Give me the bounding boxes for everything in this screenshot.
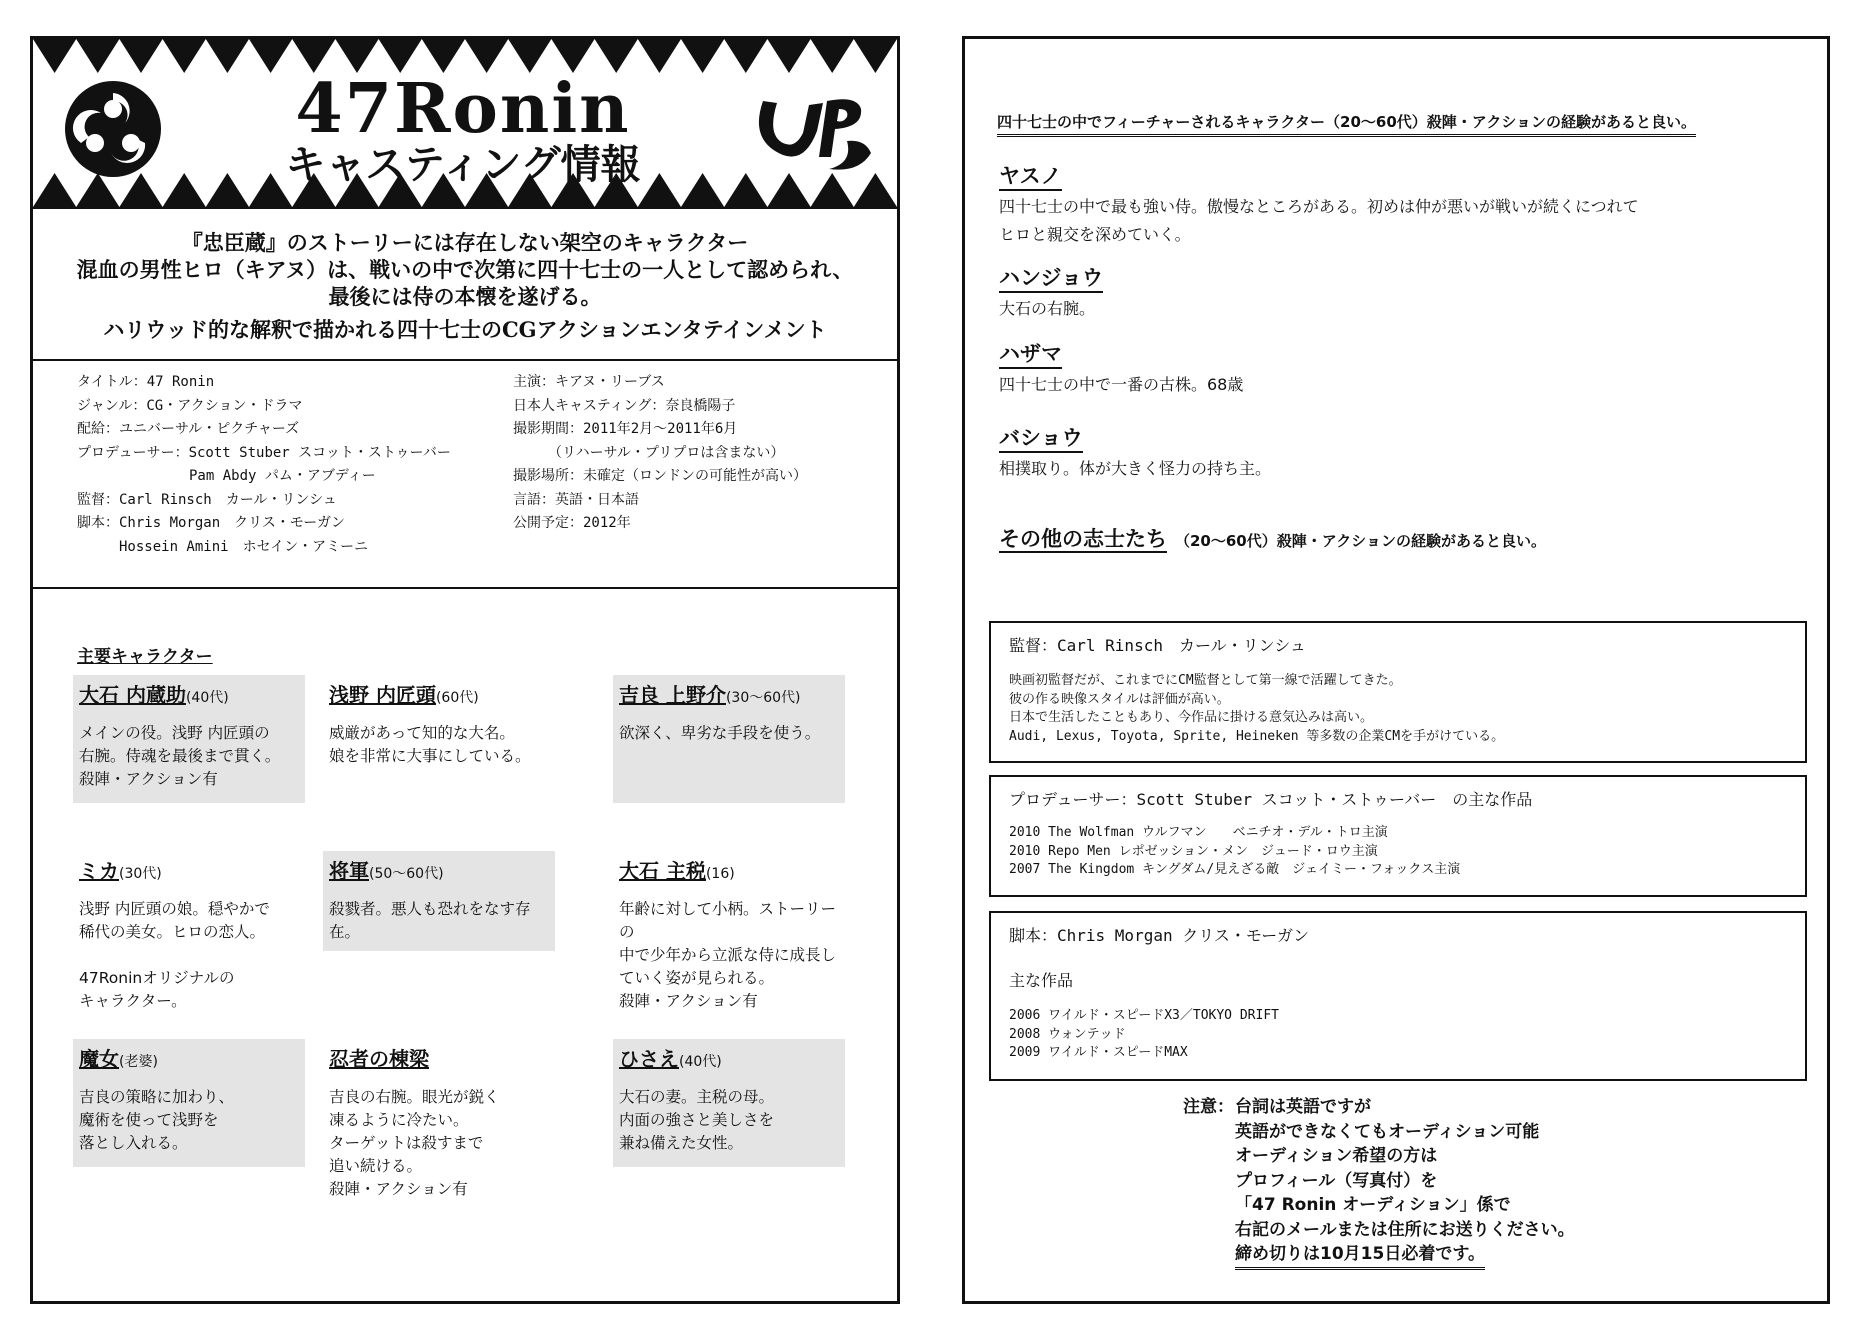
intro-line: 『忠臣蔵』のストーリーには存在しない架空のキャラクター (181, 230, 749, 255)
featured-character (999, 341, 1779, 399)
intro-text (53, 229, 877, 343)
character-name-row (619, 1043, 839, 1072)
character-description: 大石の妻。主税の母。 内面の強さと美しさを 兼ね備えた女性。 (619, 1088, 775, 1152)
audition-note (1183, 1095, 1575, 1270)
character-description: メインの役。浅野 内匠頭の 右腕。侍魂を最後まで貫く。 殺陣・アクション有 (79, 724, 281, 788)
info-line: ジャンル：CG・アクション・ドラマ (77, 397, 303, 414)
character-description: 吉良の策略に加わり、 魔術を使って浅野を 落とし入れる。 (79, 1088, 235, 1152)
production-info-right (513, 371, 807, 536)
writer-works: 2006 ワイルド・スピードX3／TOKYO DRIFT 2008 ウォンテッド 2009 ワイルド・スピードMAX (1009, 1008, 1279, 1060)
company-logo-icon (743, 81, 873, 177)
character-name: 大石 内蔵助 (79, 683, 186, 707)
featured-character-description: 大石の右腕。 (999, 299, 1096, 318)
character-name: 魔女 (79, 1047, 119, 1071)
character-name: ひさえ (619, 1047, 679, 1071)
zigzag-border-bottom (33, 173, 897, 207)
featured-character-name: ハンジョウ (999, 265, 1103, 293)
info-line: 言語：英語・日本語 (513, 491, 639, 508)
intro-line: 最後には侍の本懐を遂げる。 (328, 284, 602, 309)
character-description: 殺戮者。悪人も恐れをなす存在。 (329, 900, 531, 941)
character-description: 威厳があって知的な大名。 娘を非常に大事にしている。 (329, 724, 531, 765)
featured-character-description: 相撲取り。体が大きく怪力の持ち主。 (999, 459, 1272, 478)
character-age: (30代) (119, 866, 162, 882)
character-card (73, 851, 305, 1017)
character-name-row (329, 1043, 549, 1072)
deadline-text: 締め切りは10月15日必着です。 (1235, 1242, 1485, 1270)
divider (33, 207, 897, 209)
info-line: Pam Abdy パム・アブディー (77, 468, 376, 484)
tomoe-crest-icon (63, 79, 163, 179)
info-line: 脚本：Chris Morgan クリス・モーガン (77, 515, 346, 531)
character-age: (50～60代) (369, 866, 444, 882)
header-title: 47Ronin (295, 69, 631, 149)
featured-character (999, 425, 1779, 483)
character-card (613, 1039, 845, 1167)
featured-character-name: ヤスノ (999, 163, 1062, 191)
left-page (30, 36, 900, 1304)
character-age: (60代) (435, 690, 479, 706)
info-line: 日本人キャスティング：奈良橋陽子 (513, 397, 736, 414)
info-line: 公開予定：2012年 (513, 515, 631, 531)
writer-box (989, 911, 1807, 1081)
director-box (989, 621, 1807, 763)
character-name-row (619, 679, 839, 708)
character-name: 浅野 内匠頭 (329, 683, 436, 707)
intro-line: 混血の男性ヒロ（キアヌ）は、戦いの中で次第に四十七士の一人として認められ、 (76, 257, 854, 282)
info-line: 配給：ユニバーサル・ピクチャーズ (77, 421, 300, 437)
other-samurai-title: その他の志士たち (999, 527, 1167, 551)
header-banner (33, 39, 897, 207)
main-characters-heading: 主要キャラクター (77, 647, 213, 667)
note-text: 台詞は英語ですが 英語ができなくてもオーディション可能 オーディション希望の方は プロフィール（写真付）を 「47 Ronin オーディション」係で 右記のメールまたは住所にお送りください。 (1235, 1097, 1575, 1240)
info-line: Hossein Amini ホセイン・アミーニ (77, 538, 369, 555)
character-name: 大石 主税 (619, 859, 706, 883)
featured-character-description: 四十七士の中で最も強い侍。傲慢なところがある。初めは仲が悪いが戦いが続くにつれて ヒロと親交を深めていく。 (999, 197, 1639, 244)
character-card (73, 675, 305, 803)
character-name-row (79, 855, 299, 884)
featured-character (999, 265, 1779, 323)
right-page (962, 36, 1830, 1304)
writer-heading: 脚本：Chris Morgan クリス・モーガン (1009, 926, 1309, 945)
writer-works-label: 主な作品 (1009, 971, 1074, 990)
producer-box (989, 775, 1807, 897)
character-description: 年齢に対して小柄。ストーリーの 中で少年から立派な侍に成長し ていく姿が見られる。 殺陣・アクション有 (619, 900, 837, 1010)
director-heading: 監督：Carl Rinsch カール・リンシュ (1009, 636, 1306, 655)
character-card (323, 851, 555, 951)
producer-works: 2010 The Wolfman ウルフマン ベニチオ・デル・トロ主演 2010 Repo Men レポゼッション・メン ジュード・ロウ主演 2007 The Kingdom キングダム/見えざる敵 ジェイミー・フォックス主演 (1009, 825, 1461, 877)
character-age: (40代) (185, 690, 229, 706)
featured-character-name: ハザマ (999, 341, 1062, 369)
character-name-row (329, 855, 549, 884)
zigzag-border-top (33, 39, 897, 73)
info-line: タイトル：47 Ronin (77, 374, 215, 390)
other-samurai-note: （20～60代）殺陣・アクションの経験があると良い。 (1175, 532, 1547, 550)
featured-character-name: バショウ (999, 425, 1083, 453)
featured-character (999, 163, 1779, 249)
character-name-row (79, 1043, 299, 1072)
featured-characters-heading: 四十七士の中でフィーチャーされるキャラクター（20～60代）殺陣・アクションの経験があると良い。 (997, 111, 1696, 137)
character-name-row (329, 679, 549, 708)
character-card (323, 1039, 555, 1205)
header-subtitle: キャスティング情報 (285, 141, 641, 188)
character-card (613, 675, 845, 803)
info-line: 主演：キアヌ・リーブス (513, 374, 665, 390)
character-description: 浅野 内匠頭の娘。穏やかで 稀代の美女。ヒロの恋人。 47Roninオリジナルの キャラクター。 (79, 900, 270, 1010)
director-description: 映画初監督だが、これまでにCM監督として第一線で活躍してきた。 彼の作る映像スタイルは評価が高い。 日本で生活したこともあり、今作品に掛ける意気込みは高い。 Audi, Lexus, Toyota, Sprite, Heineken 等多数の企業CMを手がけている。 (1009, 673, 1505, 744)
character-name: 吉良 上野介 (619, 683, 726, 707)
info-line: 撮影場所：未確定（ロンドンの可能性が高い） (513, 468, 807, 484)
featured-character-description: 四十七士の中で一番の古株。68歳 (999, 375, 1244, 394)
character-name-row (619, 855, 839, 884)
character-name: 将軍 (329, 859, 369, 883)
other-samurai (999, 523, 1546, 553)
character-age: (老婆) (119, 1054, 158, 1070)
character-name: 忍者の棟梁 (329, 1047, 429, 1071)
character-name: ミカ (79, 859, 119, 883)
character-description: 欲深く、卑劣な手段を使う。 (619, 724, 821, 742)
character-name-row (79, 679, 299, 708)
character-card (323, 675, 555, 803)
info-line: 撮影期間：2011年2月～2011年6月 (513, 421, 738, 437)
divider (33, 359, 897, 361)
info-line: （リハーサル・プリプロは含まない） (513, 444, 785, 461)
character-age: (16) (705, 866, 735, 882)
divider (33, 587, 897, 589)
character-description: 吉良の右腕。眼光が鋭く 凍るように冷たい。 ターゲットは殺すまで 追い続ける。 殺陣・アクション有 (329, 1088, 500, 1198)
character-age: (40代) (679, 1054, 722, 1070)
character-age: (30～60代) (725, 690, 801, 706)
intro-line: ハリウッド的な解釈で描かれる四十七士のCGアクションエンタテインメント (103, 317, 827, 342)
note-label: 注意： (1183, 1097, 1234, 1117)
producer-heading: プロデューサー：Scott Stuber スコット・ストゥーバー の主な作品 (1009, 790, 1533, 809)
production-info-left (77, 371, 451, 559)
info-line: 監督：Carl Rinsch カール・リンシュ (77, 491, 337, 508)
character-card (73, 1039, 305, 1167)
info-line: プロデューサー：Scott Stuber スコット・ストゥーバー (77, 444, 451, 461)
character-card (613, 851, 845, 1017)
